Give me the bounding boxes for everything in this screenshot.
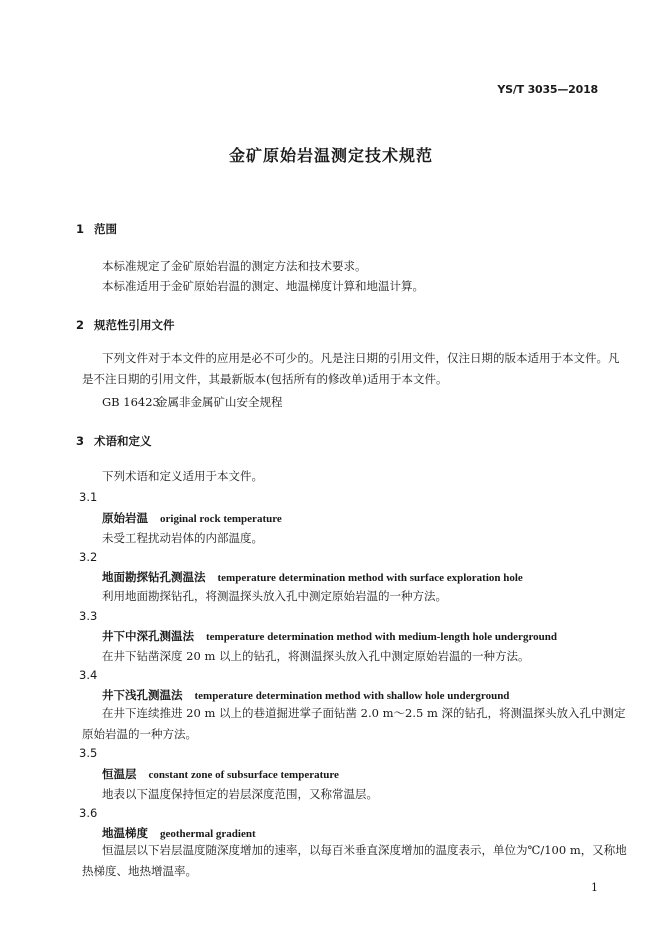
section-2-heading [76, 317, 175, 333]
section-1-paragraph-2: 本标准适用于金矿原始岩温的测定、地温梯度计算和地温计算。 [102, 279, 424, 293]
term-title [102, 825, 256, 841]
section-3-intro: 下列术语和定义适用于本文件。 [102, 469, 263, 483]
term-number: 3.2 [79, 550, 98, 564]
term-title [102, 766, 339, 782]
term-en: constant zone of subsurface temperature [148, 769, 339, 781]
term-en: temperature determination method with surface exploration hole [217, 572, 523, 584]
term-definition: 在井下连续推进 20 m 以上的巷道掘进掌子面钻凿 2.0 m～2.5 m 深的钻孔，将测温探头放入孔中测定原始岩温的一种方法。 [82, 706, 626, 741]
term-en: temperature determination method with medium-length hole underground [206, 631, 557, 643]
document-title: 金矿原始岩温测定技术规范 [228, 146, 433, 165]
term-title [102, 510, 282, 526]
term-number: 3.4 [79, 668, 98, 682]
reference-name: 金属非金属矿山安全规程 [156, 395, 283, 409]
section-number: 2 [76, 318, 85, 332]
term-zh: 地面勘探钻孔测温法 [102, 570, 206, 584]
term-definition: 在井下钻凿深度 20 m 以上的钻孔，将测温探头放入孔中测定原始岩温的一种方法。 [102, 649, 530, 663]
section-1-heading [76, 221, 117, 237]
section-2-paragraph: 下列文件对于本文件的应用是必不可少的。凡是注日期的引用文件，仅注日期的版本适用于本文件。凡是不注日期的引用文件，其最新版本(包括所有的修改单)适用于本文件。 [82, 351, 620, 386]
reference-code: GB 16423 [102, 395, 160, 409]
term-title [102, 628, 557, 644]
section-number: 1 [76, 222, 85, 236]
term-definition: 利用地面勘探钻孔，将测温探头放入孔中测定原始岩温的一种方法。 [102, 589, 447, 603]
page-number: 1 [591, 881, 598, 894]
term-zh: 井下中深孔测温法 [102, 629, 194, 643]
term-number: 3.6 [79, 806, 98, 820]
section-title: 规范性引用文件 [94, 318, 175, 332]
term-zh: 恒温层 [102, 767, 137, 781]
normative-reference [102, 394, 283, 410]
section-title: 术语和定义 [94, 434, 152, 448]
standard-code: YS/T 3035—2018 [497, 83, 598, 96]
term-number: 3.3 [79, 609, 98, 623]
term-zh: 原始岩温 [102, 511, 148, 525]
term-zh: 井下浅孔测温法 [102, 688, 183, 702]
term-en: temperature determination method with shallow hole underground [194, 690, 510, 702]
term-number: 3.1 [79, 490, 98, 504]
term-definition: 地表以下温度保持恒定的岩层深度范围，又称常温层。 [102, 787, 378, 801]
section-title: 范围 [94, 222, 117, 236]
term-en: geothermal gradient [160, 828, 256, 840]
term-zh: 地温梯度 [102, 826, 148, 840]
term-definition: 恒温层以下岩层温度随深度增加的速率，以每百米垂直深度增加的温度表示，单位为℃/100 m，又称地热梯度、地热增温率。 [82, 843, 627, 878]
term-title [102, 687, 509, 703]
term-title [102, 569, 523, 585]
section-3-heading [76, 433, 152, 449]
term-definition: 未受工程扰动岩体的内部温度。 [102, 531, 263, 545]
term-en: original rock temperature [160, 513, 282, 525]
term-number: 3.5 [79, 746, 98, 760]
section-1-paragraph-1: 本标准规定了金矿原始岩温的测定方法和技术要求。 [102, 259, 367, 273]
section-number: 3 [76, 434, 85, 448]
